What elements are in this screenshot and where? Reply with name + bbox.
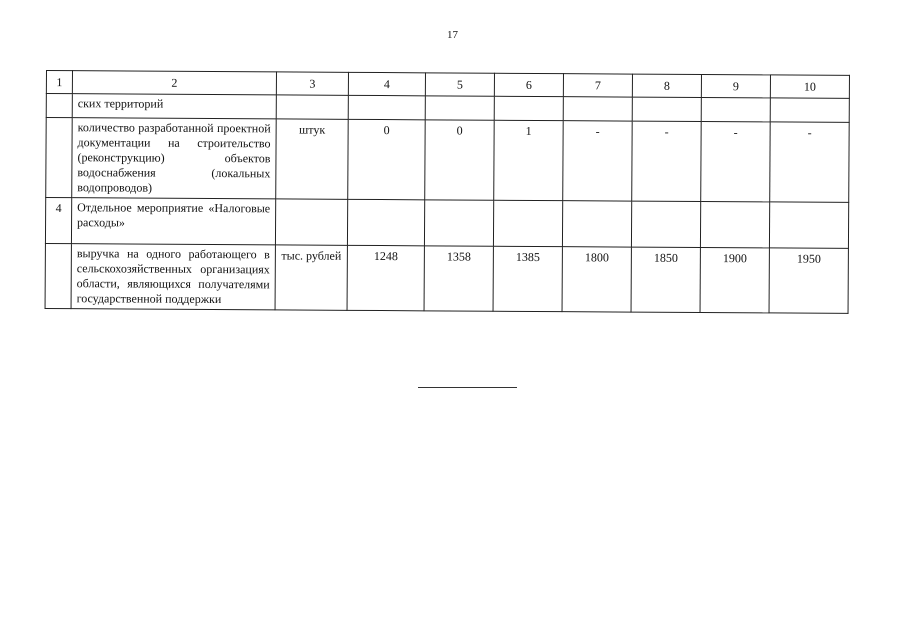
value-cell: 1800 (562, 247, 631, 312)
value-cell (562, 201, 631, 247)
indicator-table-wrapper (45, 70, 850, 314)
table-row (45, 243, 848, 313)
page-number: 17 (447, 29, 458, 41)
header-cell-1: 1 (46, 71, 72, 94)
indicator-description: выручка на одного работающего в сельскохозяйственных организациях области, являющихся получателями государственной поддержки (71, 244, 275, 310)
unit-cell (275, 199, 347, 245)
header-cell-6: 6 (494, 73, 563, 96)
value-cell: 1 (494, 120, 563, 200)
value-cell: 0 (425, 120, 494, 200)
value-cell (701, 98, 770, 122)
table-row (45, 198, 848, 249)
row-number (46, 118, 72, 198)
header-cell-2: 2 (72, 71, 276, 95)
value-cell (632, 97, 701, 121)
value-cell: 1850 (631, 247, 700, 312)
value-cell: 1900 (700, 248, 769, 313)
value-cell (424, 200, 493, 246)
indicator-description: Отдельное мероприятие «Налоговые расходы» (71, 198, 275, 245)
header-cell-4: 4 (348, 72, 425, 95)
value-cell (493, 200, 562, 246)
row-number (45, 243, 71, 308)
value-cell (348, 95, 425, 119)
header-cell-7: 7 (563, 74, 632, 97)
row-number: 4 (45, 198, 71, 244)
value-cell: - (632, 121, 701, 201)
value-cell (770, 98, 849, 122)
value-cell (563, 97, 632, 121)
table-row (46, 118, 849, 203)
value-cell (631, 201, 700, 247)
value-cell (700, 202, 769, 248)
indicator-table (45, 70, 850, 314)
indicator-description: ских территорий (72, 94, 276, 119)
value-cell: - (770, 122, 849, 202)
value-cell: 1358 (424, 246, 493, 311)
unit-cell: тыс. рублей (275, 245, 347, 310)
value-cell (425, 96, 494, 120)
value-cell (769, 202, 848, 248)
value-cell: 1248 (347, 245, 424, 310)
unit-cell: штук (276, 119, 348, 199)
value-cell: 1950 (769, 248, 848, 313)
header-cell-8: 8 (632, 74, 701, 97)
value-cell: 0 (348, 119, 425, 199)
header-cell-10: 10 (770, 75, 849, 98)
row-number (46, 94, 72, 118)
end-of-document-divider (418, 387, 517, 388)
unit-cell (276, 95, 348, 119)
indicator-description: количество разработанной проектной документации на строительство (реконструкцию) объектов водоснабжения (локальных водопроводов) (72, 118, 276, 199)
header-cell-3: 3 (276, 72, 348, 95)
header-cell-9: 9 (701, 75, 770, 98)
value-cell (347, 199, 424, 245)
value-cell: - (701, 122, 770, 202)
header-cell-5: 5 (425, 73, 494, 96)
value-cell: - (563, 121, 632, 201)
value-cell (494, 96, 563, 120)
value-cell: 1385 (493, 246, 562, 311)
